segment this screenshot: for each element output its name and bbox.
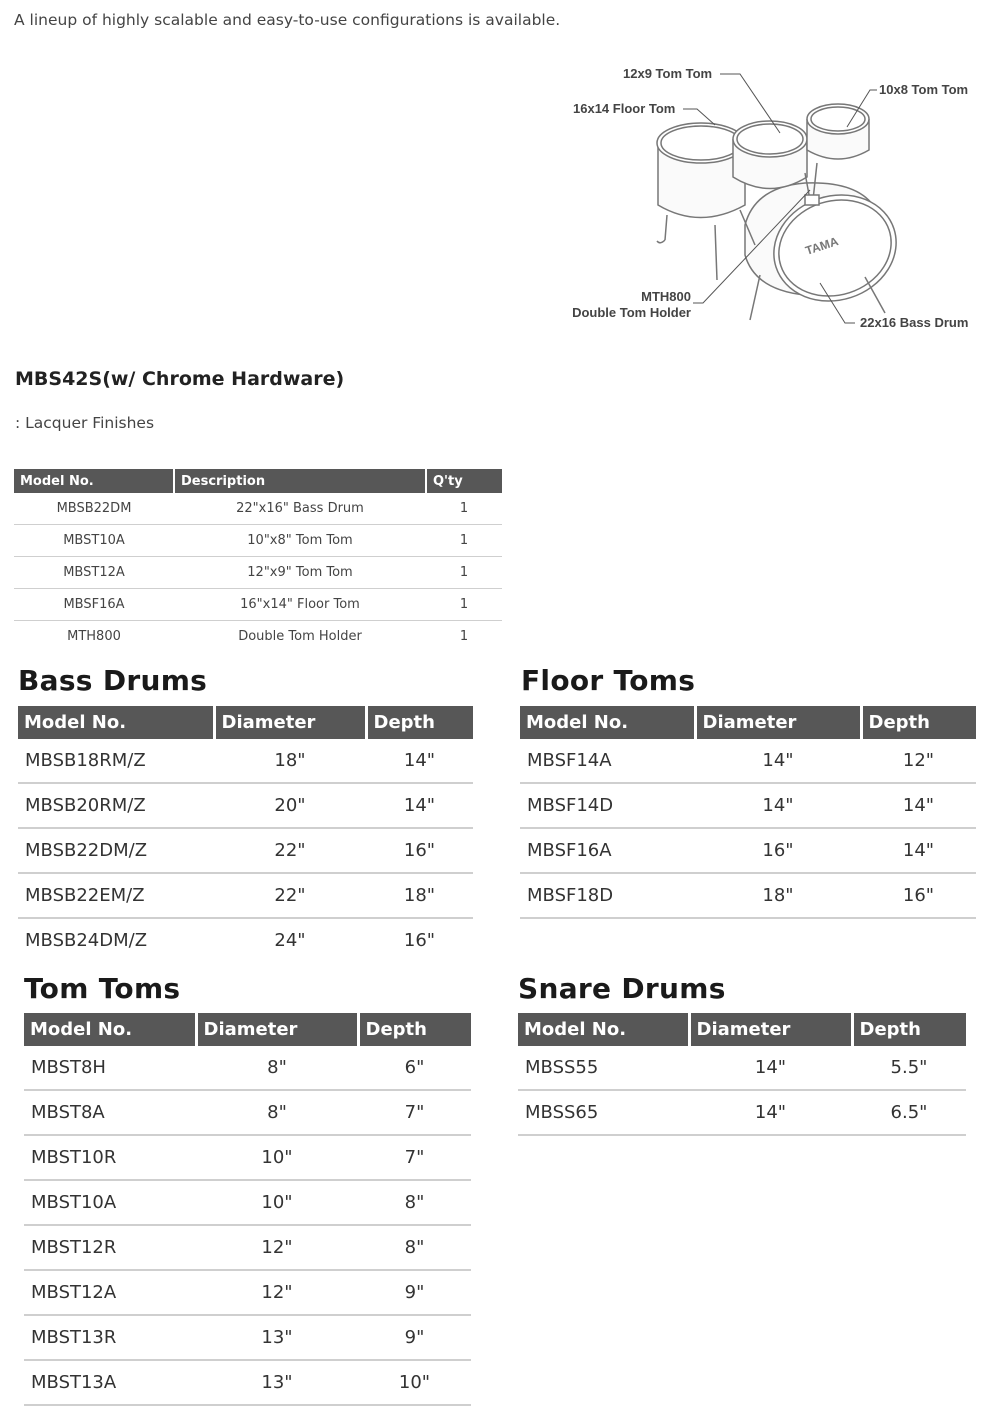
label-holder-model: MTH800	[641, 289, 691, 304]
description-cell: 12"x9" Tom Tom	[174, 557, 426, 589]
diameter-cell: 10"	[196, 1180, 358, 1225]
depth-cell: 14"	[861, 783, 976, 828]
label-holder-desc: Double Tom Holder	[572, 305, 691, 320]
model-cell: MBSB24DM/Z	[25, 930, 148, 951]
table-header-row	[520, 706, 976, 739]
table-row	[520, 873, 976, 918]
depth-cell: 14"	[366, 739, 473, 783]
qty-cell: 1	[459, 629, 469, 644]
table-row	[18, 739, 473, 783]
depth-cell: 7"	[358, 1090, 471, 1135]
diameter-cell: 12"	[196, 1270, 358, 1315]
diameter-cell: 10"	[196, 1135, 358, 1180]
table-row	[24, 1046, 471, 1090]
column-header: Q'ty	[426, 469, 502, 493]
column-header: Description	[174, 469, 426, 493]
column-header: Model No.	[18, 706, 214, 739]
diameter-cell: 12"	[196, 1225, 358, 1270]
model-cell: MBSF16A	[520, 828, 695, 873]
qty-cell: 1	[426, 557, 502, 589]
model-cell: MBST10R	[24, 1135, 196, 1180]
qty-cell: 1	[426, 493, 502, 525]
table-header-row	[24, 1013, 471, 1046]
finish-text: : Lacquer Finishes	[15, 414, 155, 432]
column-header: Model No.	[520, 706, 695, 739]
model-cell: MBST10A	[24, 1180, 196, 1225]
depth-cell: 16"	[861, 873, 976, 918]
table-row	[520, 828, 976, 873]
model-cell: MBSB22EM/Z	[18, 873, 214, 918]
tama-logo: TAMA	[803, 234, 841, 258]
diameter-cell: 16"	[695, 828, 861, 873]
description-cell: 16"x14" Floor Tom	[174, 589, 426, 621]
tom-10-drawing	[807, 104, 869, 159]
floor-toms-table	[520, 706, 976, 919]
table-row	[24, 1270, 471, 1315]
description-cell: Double Tom Holder	[238, 629, 362, 644]
depth-cell: 12"	[861, 739, 976, 783]
depth-cell: 16"	[366, 828, 473, 873]
label-12x9-tom: 12x9 Tom Tom	[623, 66, 713, 81]
column-header: Diameter	[214, 706, 366, 739]
diameter-cell: 13"	[196, 1315, 358, 1360]
depth-cell: 14"	[861, 828, 976, 873]
model-cell: MBSB22DM	[14, 493, 174, 525]
model-cell: MBST13A	[24, 1360, 196, 1405]
table-row	[24, 1180, 471, 1225]
table-row	[24, 1360, 471, 1405]
diameter-cell: 22"	[214, 873, 366, 918]
table-header-row	[518, 1013, 966, 1046]
diameter-cell: 8"	[196, 1090, 358, 1135]
diameter-cell: 13"	[196, 1360, 358, 1405]
tom-12-drawing	[733, 121, 807, 189]
column-header: Depth	[852, 1013, 966, 1046]
label-22x16-bass: 22x16 Bass Drum	[860, 315, 969, 330]
tom-toms-table	[24, 1013, 471, 1406]
diameter-cell: 14"	[689, 1046, 852, 1090]
model-cell: MBSF14A	[520, 739, 695, 783]
table-row	[18, 873, 473, 918]
diameter-cell: 14"	[689, 1090, 852, 1135]
snare-drums-title: Snare Drums	[518, 972, 726, 1005]
depth-cell: 9"	[358, 1315, 471, 1360]
floor-toms-title: Floor Toms	[521, 664, 696, 697]
intro-text: A lineup of highly scalable and easy-to-use configurations is available.	[14, 11, 561, 29]
column-header: Model No.	[14, 469, 174, 493]
kit-components-table	[14, 469, 502, 652]
model-cell: MBSS65	[518, 1090, 689, 1135]
diameter-cell: 22"	[214, 828, 366, 873]
description-cell: 10"x8" Tom Tom	[174, 525, 426, 557]
model-cell: MTH800	[67, 629, 121, 644]
qty-cell: 1	[426, 589, 502, 621]
column-header: Diameter	[695, 706, 861, 739]
diameter-cell: 8"	[196, 1046, 358, 1090]
kit-title: MBS42S(w/ Chrome Hardware)	[15, 368, 345, 390]
table-header-row	[18, 706, 473, 739]
model-cell: MBSF18D	[520, 873, 695, 918]
table-row	[24, 1090, 471, 1135]
table-row	[14, 589, 502, 621]
table-row	[518, 1046, 966, 1090]
depth-cell: 9"	[358, 1270, 471, 1315]
depth-cell: 7"	[358, 1135, 471, 1180]
table-row	[18, 783, 473, 828]
table-row	[14, 525, 502, 557]
depth-cell: 5.5"	[852, 1046, 966, 1090]
model-cell: MBST12R	[24, 1225, 196, 1270]
tom-toms-title: Tom Toms	[24, 972, 181, 1005]
diameter-cell: 14"	[695, 783, 861, 828]
qty-cell: 1	[426, 525, 502, 557]
column-header: Depth	[861, 706, 976, 739]
depth-cell: 8"	[358, 1225, 471, 1270]
table-row	[520, 739, 976, 783]
diameter-cell: 18"	[695, 873, 861, 918]
column-header: Depth	[366, 706, 473, 739]
depth-cell: 8"	[358, 1180, 471, 1225]
label-10x8-tom: 10x8 Tom Tom	[879, 82, 969, 97]
model-cell: MBSF16A	[14, 589, 174, 621]
depth-cell: 16"	[403, 930, 436, 951]
table-row	[18, 828, 473, 873]
column-header: Diameter	[689, 1013, 852, 1046]
diameter-cell: 24"	[274, 930, 306, 951]
depth-cell: 18"	[366, 873, 473, 918]
description-cell: 22"x16" Bass Drum	[174, 493, 426, 525]
column-header: Depth	[358, 1013, 471, 1046]
model-cell: MBST10A	[14, 525, 174, 557]
depth-cell: 14"	[366, 783, 473, 828]
column-header: Model No.	[24, 1013, 196, 1046]
table-row	[518, 1090, 966, 1135]
diameter-cell: 20"	[214, 783, 366, 828]
drum-kit-diagram	[555, 55, 995, 345]
model-cell: MBSB20RM/Z	[18, 783, 214, 828]
model-cell: MBST13R	[24, 1315, 196, 1360]
model-cell: MBST12A	[24, 1270, 196, 1315]
table-row	[520, 783, 976, 828]
model-cell: MBST12A	[14, 557, 174, 589]
model-cell: MBST8A	[24, 1090, 196, 1135]
model-cell: MBSB18RM/Z	[18, 739, 214, 783]
depth-cell: 10"	[358, 1360, 471, 1405]
column-header: Diameter	[196, 1013, 358, 1046]
model-cell: MBSS55	[518, 1046, 689, 1090]
bass-drums-title: Bass Drums	[18, 664, 208, 697]
model-cell: MBSF14D	[520, 783, 695, 828]
table-row	[14, 621, 502, 653]
table-row	[14, 493, 502, 525]
table-header-row	[14, 469, 502, 493]
table-row	[24, 1225, 471, 1270]
table-row	[14, 557, 502, 589]
table-row	[24, 1135, 471, 1180]
table-row	[18, 918, 473, 962]
diameter-cell: 14"	[695, 739, 861, 783]
snare-drums-table	[518, 1013, 966, 1136]
model-cell: MBST8H	[24, 1046, 196, 1090]
depth-cell: 6"	[358, 1046, 471, 1090]
label-16x14-floor-tom: 16x14 Floor Tom	[573, 101, 676, 116]
bass-drums-table	[18, 706, 473, 962]
table-row	[24, 1315, 471, 1360]
diameter-cell: 18"	[214, 739, 366, 783]
column-header: Model No.	[518, 1013, 689, 1046]
depth-cell: 6.5"	[852, 1090, 966, 1135]
model-cell: MBSB22DM/Z	[18, 828, 214, 873]
